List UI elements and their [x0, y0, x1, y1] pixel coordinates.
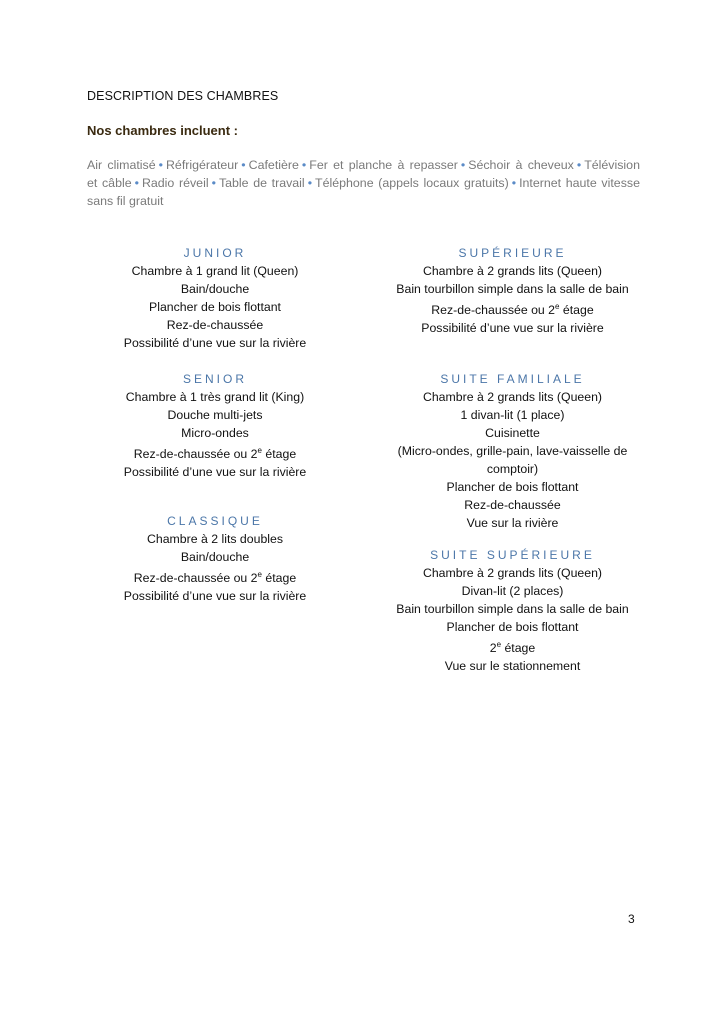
room-feature: Micro-ondes: [181, 426, 249, 440]
room-feature: Cuisinette: [485, 426, 540, 440]
amenity-item: Fer et planche à repasser: [309, 158, 458, 172]
room-feature: Possibilité d’une vue sur la rivière: [421, 321, 604, 336]
room-feature: Rez-de-chaussée: [464, 498, 561, 512]
amenity-item: Air climatisé: [87, 158, 156, 172]
room-feature: Rez-de-chaussée ou 2e étage: [431, 302, 594, 318]
room-classique: [95, 512, 335, 605]
room-feature: Rez-de-chaussée: [166, 318, 264, 332]
room-title: CLASSIQUE: [167, 514, 263, 528]
room-feature: Chambre à 2 grands lits (Queen): [422, 390, 603, 404]
room-feature: Rez-de-chaussée ou 2e étage: [133, 446, 297, 462]
room-feature: Bain tourbillon simple dans la salle de bain: [396, 282, 629, 296]
room-superieure: [380, 244, 645, 337]
amenity-item: Cafetière: [248, 158, 299, 172]
room-feature: Chambre à 1 très grand lit (King): [125, 390, 305, 404]
room-feature: Chambre à 2 grands lits (Queen): [422, 264, 603, 278]
bullet-separator: •: [511, 176, 517, 190]
room-feature: Chambre à 1 grand lit (Queen): [131, 264, 299, 278]
room-title: JUNIOR: [183, 246, 247, 260]
bullet-separator: •: [241, 158, 246, 172]
room-feature: Bain/douche: [180, 282, 250, 296]
room-feature: Possibilité d’une vue sur la rivière: [123, 589, 307, 604]
bullet-separator: •: [211, 176, 216, 190]
room-feature: Vue sur le stationnement: [444, 659, 581, 674]
amenity-item: Table de travail: [218, 176, 305, 190]
room-feature: Plancher de bois flottant: [446, 480, 579, 494]
room-feature: Plancher de bois flottant: [149, 300, 281, 314]
room-title: SUITE FAMILIALE: [440, 372, 585, 386]
room-feature: Bain/douche: [180, 550, 250, 564]
amenity-item: Internet haute vitesse sans fil gratuit: [87, 176, 640, 208]
room-feature: Possibilité d’une vue sur la rivière: [123, 336, 307, 350]
amenity-item: Téléphone (appels locaux gratuits): [315, 176, 509, 190]
room-feature: Chambre à 2 grands lits (Queen): [422, 566, 603, 580]
bullet-separator: •: [460, 158, 466, 172]
bullet-separator: •: [158, 158, 163, 172]
room-feature: Rez-de-chaussée ou 2e étage: [133, 570, 297, 586]
room-feature: 1 divan-lit (1 place): [460, 408, 565, 422]
room-feature: Bain tourbillon simple dans la salle de bain: [396, 602, 629, 616]
room-feature: (Micro-ondes, grille-pain, lave-vaisselle de comptoir): [397, 444, 628, 476]
amenity-item: Télévision et câble: [87, 158, 640, 190]
room-suite-superieure: [380, 546, 645, 675]
bullet-separator: •: [134, 176, 139, 190]
amenities-list: [87, 156, 640, 210]
room-feature: Possibilité d’une vue sur la rivière: [123, 465, 307, 480]
includes-heading: Nos chambres incluent :: [87, 123, 238, 138]
room-title: SENIOR: [182, 372, 247, 386]
room-feature: Vue sur la rivière: [466, 516, 559, 530]
room-feature: Douche multi-jets: [167, 408, 263, 422]
room-title: SUITE SUPÉRIEURE: [430, 548, 595, 562]
room-feature: Chambre à 2 lits doubles: [146, 532, 284, 546]
room-suite-familiale: [380, 370, 645, 532]
room-junior: [95, 244, 335, 352]
room-feature: 2e étage: [489, 640, 536, 656]
amenity-item: Séchoir à cheveux: [468, 158, 574, 172]
bullet-separator: •: [576, 158, 582, 172]
room-senior: [95, 370, 335, 481]
amenity-item: Réfrigérateur: [165, 158, 239, 172]
document-title: DESCRIPTION DES CHAMBRES: [87, 89, 279, 103]
room-feature: Plancher de bois flottant: [446, 620, 579, 634]
rooms-right-column: [380, 244, 645, 684]
amenity-item: Radio réveil: [141, 176, 209, 190]
room-feature: Divan-lit (2 places): [461, 584, 564, 598]
bullet-separator: •: [307, 176, 313, 190]
room-title: SUPÉRIEURE: [458, 246, 567, 260]
bullet-separator: •: [301, 158, 307, 172]
page-number: 3: [628, 912, 635, 926]
rooms-left-column: [95, 244, 335, 624]
